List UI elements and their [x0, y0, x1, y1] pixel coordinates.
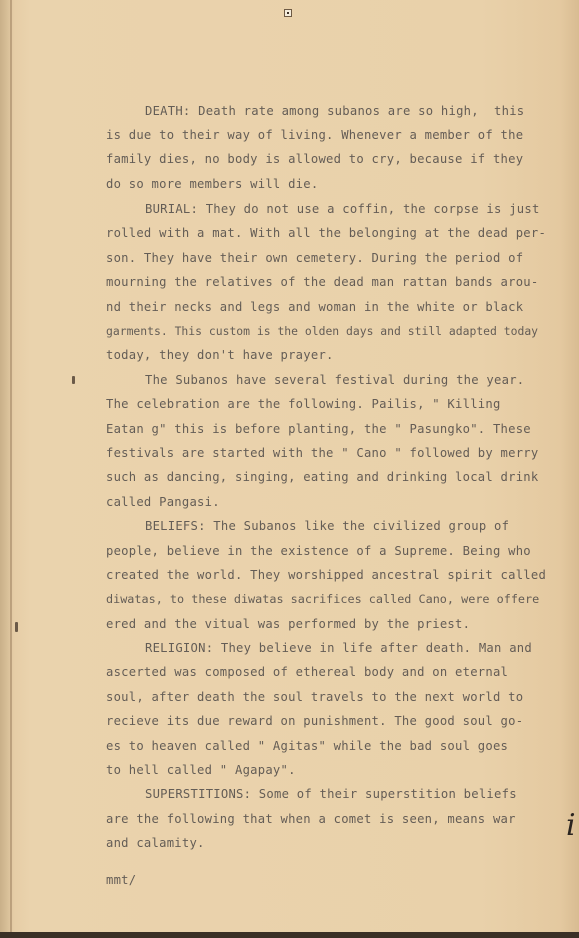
- background-edge: [0, 932, 579, 938]
- text-line: nd their necks and legs and woman in the white or black: [106, 300, 524, 314]
- text-line: recieve its due reward on punishment. The good soul go-: [106, 714, 524, 728]
- text-line: The Subanos have several festival during the year.: [145, 373, 525, 387]
- text-line: es to heaven called " Agitas" while the bad soul goes: [106, 739, 509, 753]
- text-line: such as dancing, singing, eating and drinking local drink: [106, 470, 539, 484]
- text-line: created the world. They worshipped ancestral spirit called: [106, 568, 547, 582]
- text-line: do so more members will die.: [106, 177, 319, 191]
- text-line: The celebration are the following. Pailis, " Killing: [106, 397, 501, 411]
- text-line: diwatas, to these diwatas sacrifices called Cano, were offere: [106, 592, 540, 606]
- text-line: RELIGION: They believe in life after death. Man and: [145, 641, 532, 655]
- text-line: BELIEFS: The Subanos like the civilized group of: [145, 519, 510, 533]
- page-spine-shadow: [10, 0, 12, 932]
- text-line: SUPERSTITIONS: Some of their superstition beliefs: [145, 787, 517, 801]
- text-line: Eatan g" this is before planting, the " Pasungko". These: [106, 422, 531, 436]
- staple-mark: [284, 9, 292, 17]
- text-line: people, believe in the existence of a Supreme. Being who: [106, 544, 531, 558]
- text-line: mourning the relatives of the dead man rattan bands arou-: [106, 275, 539, 289]
- text-line: DEATH: Death rate among subanos are so high, this: [145, 104, 525, 118]
- text-line: BURIAL: They do not use a coffin, the corpse is just: [145, 202, 540, 216]
- text-line: rolled with a mat. With all the belonging at the dead per-: [106, 226, 547, 240]
- text-line: today, they don't have prayer.: [106, 348, 334, 362]
- text-line: ascerted was composed of ethereal body and on eternal: [106, 665, 509, 679]
- text-line: and calamity.: [106, 836, 205, 850]
- text-line: son. They have their own cemetery. During the period of: [106, 251, 524, 265]
- edge-ink-mark: i: [566, 808, 576, 843]
- text-line: to hell called " Agapay".: [106, 763, 296, 777]
- margin-tick: [15, 622, 18, 632]
- text-line: ered and the vitual was performed by the priest.: [106, 617, 471, 631]
- text-line: called Pangasi.: [106, 495, 220, 509]
- typist-initials: mmt/: [106, 873, 137, 887]
- text-line: festivals are started with the " Cano " followed by merry: [106, 446, 539, 460]
- text-line: is due to their way of living. Whenever a member of the: [106, 128, 524, 142]
- margin-tick: [72, 376, 75, 384]
- text-line: family dies, no body is allowed to cry, because if they: [106, 152, 524, 166]
- text-line: garments. This custom is the olden days and still adapted today: [106, 324, 539, 338]
- text-line: are the following that when a comet is seen, means war: [106, 812, 516, 826]
- text-line: soul, after death the soul travels to the next world to: [106, 690, 524, 704]
